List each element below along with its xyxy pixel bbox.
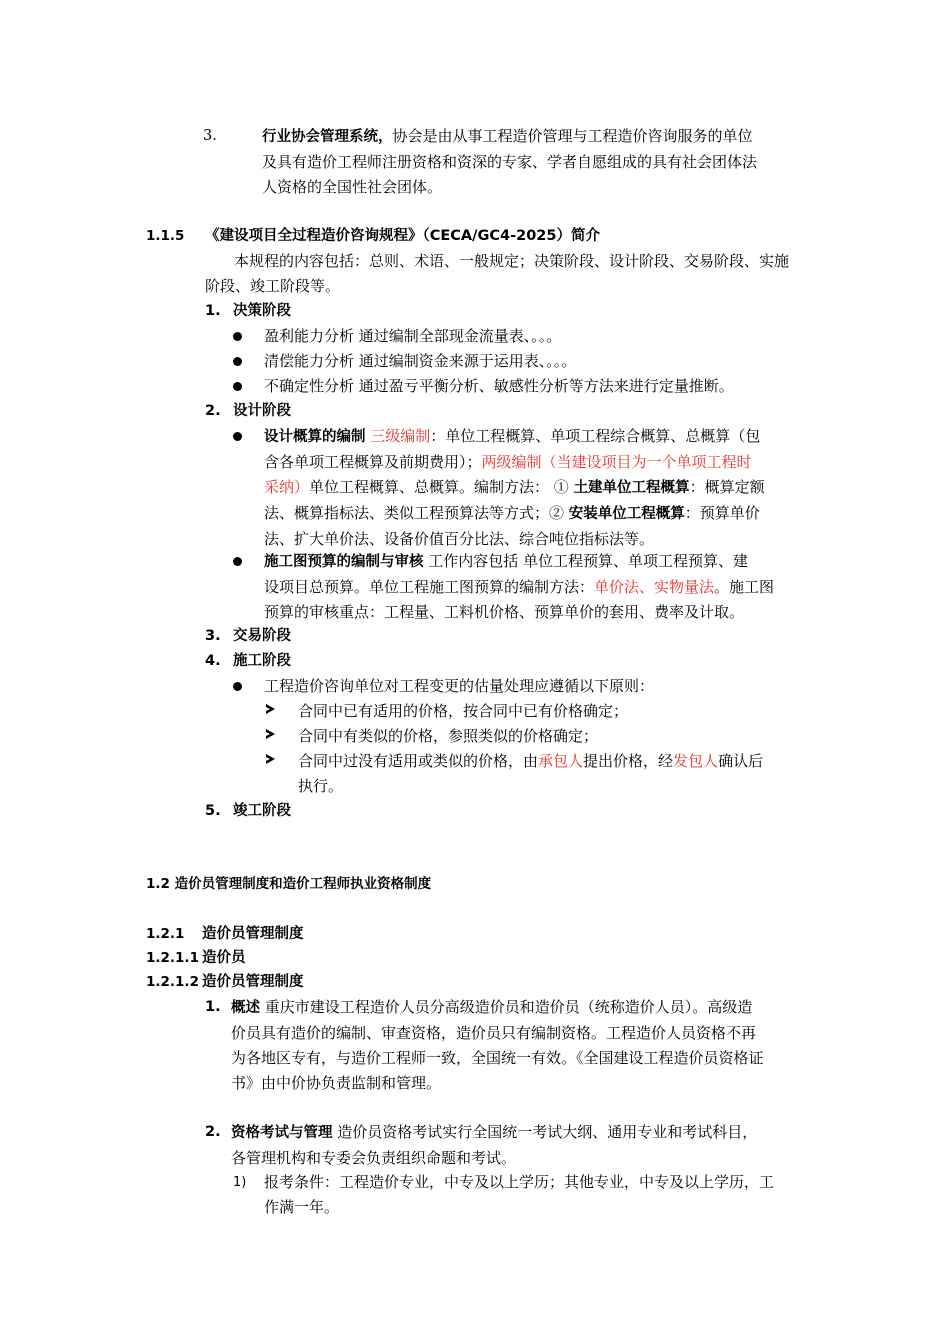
text: ：预算单价: [684, 504, 760, 522]
text: 法、概算指标法、类似工程预算法等方式；②: [264, 504, 569, 522]
red-term: 两级编制（当建设项目为一个单项工程时: [481, 453, 752, 471]
arrow-item: 合同中已有适用的价格，按合同中已有价格确定；: [298, 702, 629, 720]
list-number: 3.: [205, 628, 221, 644]
sub-list-number: 1): [233, 1175, 247, 1190]
list-number: 2.: [205, 403, 221, 419]
text: 书》由中价协负责监制和管理。: [231, 1074, 442, 1092]
text: 造价员资格考试实行全国统一考试大纲、通用专业和考试科目，: [332, 1123, 758, 1141]
bullet-icon: [233, 382, 242, 391]
red-term: 发包人: [673, 752, 719, 770]
bullet-construction-budget: [264, 549, 824, 625]
text: 含各单项工程概算及前期费用）；: [264, 453, 482, 471]
list-number: 1.: [205, 999, 221, 1015]
text: 重庆市建设工程造价人员分高级造价员和造价员（统称造价人员）。高级造: [260, 998, 753, 1016]
red-term: 采纳）: [264, 478, 310, 496]
text: 各管理机构和专委会负责组织命题和考试。: [231, 1149, 517, 1167]
bullet-icon: [233, 432, 242, 441]
bold-term: 设计概算的编制: [264, 429, 366, 445]
section-title: 《建设项目全过程造价咨询规程》（CECA/GC4-2025）简介: [205, 228, 600, 244]
stage-title: 施工阶段: [233, 653, 291, 669]
text: 预算的审核重点：工程量、工料机价格、预算单价的套用、费率及计取。: [264, 603, 745, 621]
text: 。施工图: [714, 578, 775, 596]
text: 法、扩大单价法、设备价值百分比法、综合吨位指标法等。: [264, 530, 655, 548]
intro-line2: 阶段、竣工阶段等。: [205, 277, 341, 295]
item3-line1: 协会是由从事工程造价管理与工程造价咨询服务的单位: [392, 127, 753, 145]
section-number: 1.2.1: [146, 926, 185, 942]
bullet-item: 不确定性分析 通过盈亏平衡分析、敏感性分析等方法来进行定量推断。: [264, 377, 734, 395]
text: 提出价格，经: [583, 752, 674, 770]
item3-line3: 人资格的全国性社会团体。: [262, 178, 443, 196]
stage-title: 决策阶段: [233, 303, 291, 319]
list-number: 1.: [205, 303, 221, 319]
text: 单位工程概算、总概算。编制方法： ①: [309, 478, 574, 496]
red-term: 单价法、实物量法: [594, 578, 715, 596]
stage-title: 设计阶段: [233, 403, 291, 419]
text: ：单位工程概算、单项工程综合概算、总概算（包: [430, 427, 761, 445]
list-number: 4.: [205, 653, 221, 669]
stage-title: 竣工阶段: [233, 803, 291, 819]
bullet-icon: [233, 332, 242, 341]
stage-title: 交易阶段: [233, 628, 291, 644]
bullet-icon: [233, 682, 242, 691]
arrow-item: [298, 749, 818, 799]
bullet-design-estimate: [264, 424, 824, 552]
paragraph-exam: [231, 1120, 831, 1171]
list-number: 2.: [205, 1124, 221, 1140]
paragraph-overview: [231, 995, 821, 1096]
arrow-item: 合同中有类似的价格，参照类似的价格确定；: [298, 727, 599, 745]
arrow-bullet-icon: [266, 754, 275, 764]
text: 作满一年。: [264, 1198, 340, 1216]
section-title: 造价员: [202, 950, 246, 966]
bold-term: 资格考试与管理: [231, 1125, 333, 1141]
bold-term: 施工图预算的编制与审核: [264, 554, 424, 570]
bullet-item: 工程造价咨询单位对工程变更的估量处理应遵循以下原则：: [264, 677, 655, 695]
section-title: 造价员管理制度: [202, 926, 304, 942]
arrow-bullet-icon: [266, 704, 275, 714]
text: 工作内容包括 单位工程预算、单项工程预算、建: [423, 552, 749, 570]
bold-term: 安装单位工程概算: [568, 506, 685, 522]
bullet-item: 清偿能力分析 通过编制资金来源于运用表、。。。: [264, 352, 577, 370]
text: ：概算定额: [689, 478, 765, 496]
bold-term: 土建单位工程概算: [573, 480, 690, 496]
intro-line1: 本规程的内容包括：总则、术语、一般规定；决策阶段、设计阶段、交易阶段、实施: [234, 252, 790, 270]
bold-term: 概述: [231, 1000, 260, 1016]
list-number: 3.: [203, 128, 217, 144]
text: 价员具有造价的编制、审查资格，造价员只有编制资格。工程造价人员资格不再: [231, 1024, 757, 1042]
text: 为各地区专有，与造价工程师一致，全国统一有效。《全国建设工程造价员资格证: [231, 1049, 764, 1067]
arrow-bullet-icon: [266, 729, 275, 739]
text: 报考条件：工程造价专业，中专及以上学历；其他专业，中专及以上学历，工: [264, 1173, 775, 1191]
section-number: 1.2.1.1: [146, 950, 199, 966]
text: 合同中过没有适用或类似的价格，由: [298, 752, 539, 770]
text: 执行。: [298, 777, 344, 795]
paragraph-item3: [262, 124, 822, 200]
section-title: 造价员管理制度: [202, 974, 304, 990]
text: 确认后: [718, 752, 764, 770]
section-number: 1.2.1.2: [146, 974, 199, 990]
item3-line2: 及具有造价工程师注册资格和资深的专家、学者自愿组成的具有社会团体法: [262, 153, 758, 171]
bullet-icon: [233, 557, 242, 566]
bullet-icon: [233, 357, 242, 366]
chapter-heading: 1.2 造价员管理制度和造价工程师执业资格制度: [146, 876, 432, 892]
section-number: 1.1.5: [146, 228, 185, 244]
text: 设项目总预算。单位工程施工图预算的编制方法：: [264, 578, 595, 596]
red-term: 承包人: [538, 752, 584, 770]
bullet-item: 盈利能力分析 通过编制全部现金流量表、。。。: [264, 327, 562, 345]
sub-item: [264, 1170, 824, 1220]
list-number: 5.: [205, 803, 221, 819]
red-term: 三级编制: [370, 427, 431, 445]
item3-title: 行业协会管理系统，: [262, 129, 393, 145]
